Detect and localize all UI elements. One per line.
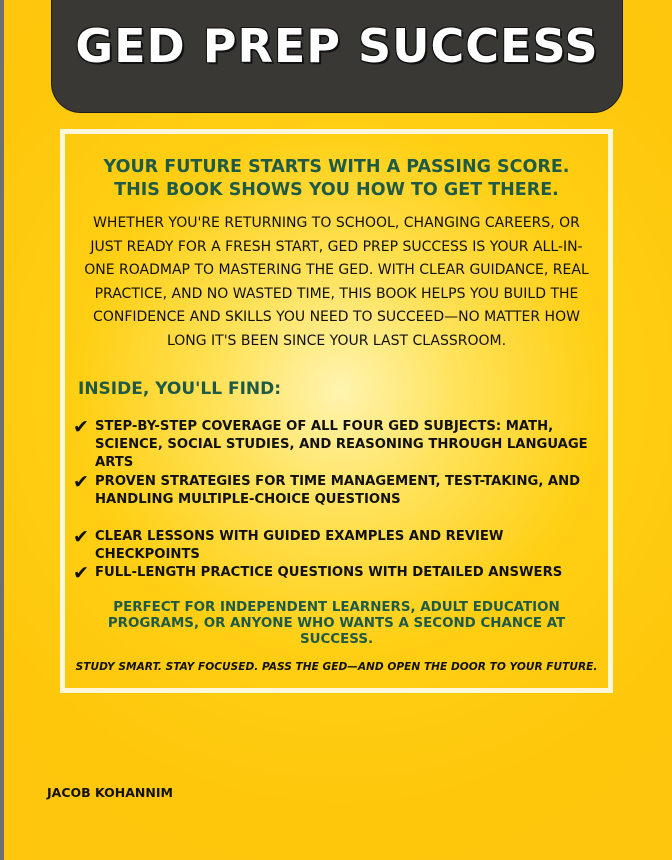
closing-statement: PERFECT FOR INDEPENDENT LEARNERS, ADULT EDUCATION PROGRAMS, OR ANYONE WHO WANTS A SECOND CHANCE AT SUCCESS.: [107, 600, 566, 647]
checkmark-icon: ✔: [73, 526, 89, 548]
inside-heading: INSIDE, YOU'LL FIND:: [78, 379, 282, 399]
author-name: JACOB KOHANNIM: [47, 785, 173, 800]
feature-item: [73, 473, 602, 509]
feature-text: PROVEN STRATEGIES FOR TIME MANAGEMENT, TEST-TAKING, AND HANDLING MULTIPLE-CHOICE QUESTIONS: [95, 474, 581, 507]
feature-item: [73, 564, 602, 582]
spine-edge: [0, 0, 4, 860]
intro-paragraph: WHETHER YOU'RE RETURNING TO SCHOOL, CHANGING CAREERS, OR JUST READY FOR A FRESH START, GED PREP SUCCESS IS YOUR ALL-IN-ONE ROADMAP TO MASTERING THE GED. WITH CLEAR GUIDANCE, REAL PRACTICE, AND NO WASTED TIME, THIS BOOK HELPS YOU BUILD THE CONFIDENCE AND SKILLS YOU NEED TO SUCCEED—NO MATTER HOW LONG IT'S BEEN SINCE YOUR LAST CLASSROOM.: [84, 215, 589, 349]
feature-item: [73, 528, 602, 564]
motto: STUDY SMART. STAY FOCUSED. PASS THE GED—AND OPEN THE DOOR TO YOUR FUTURE.: [75, 661, 598, 673]
feature-text: CLEAR LESSONS WITH GUIDED EXAMPLES AND REVIEW CHECKPOINTS: [95, 529, 504, 562]
feature-text: FULL-LENGTH PRACTICE QUESTIONS WITH DETAILED ANSWERS: [95, 565, 563, 580]
tagline: [65, 156, 608, 202]
checkmark-icon: ✔: [73, 562, 89, 584]
tagline-line-1: YOUR FUTURE STARTS WITH A PASSING SCORE.: [103, 157, 570, 177]
checkmark-icon: ✔: [73, 471, 89, 493]
feature-text: STEP-BY-STEP COVERAGE OF ALL FOUR GED SUBJECTS: MATH, SCIENCE, SOCIAL STUDIES, AND REASONING THROUGH LANGUAGE ARTS: [95, 419, 588, 470]
feature-item: [73, 418, 602, 472]
content-frame: [60, 129, 613, 693]
book-title: GED PREP SUCCESS: [75, 19, 599, 73]
title-banner: [51, 0, 623, 113]
tagline-line-2: THIS BOOK SHOWS YOU HOW TO GET THERE.: [114, 180, 559, 200]
checkmark-icon: ✔: [73, 416, 89, 438]
